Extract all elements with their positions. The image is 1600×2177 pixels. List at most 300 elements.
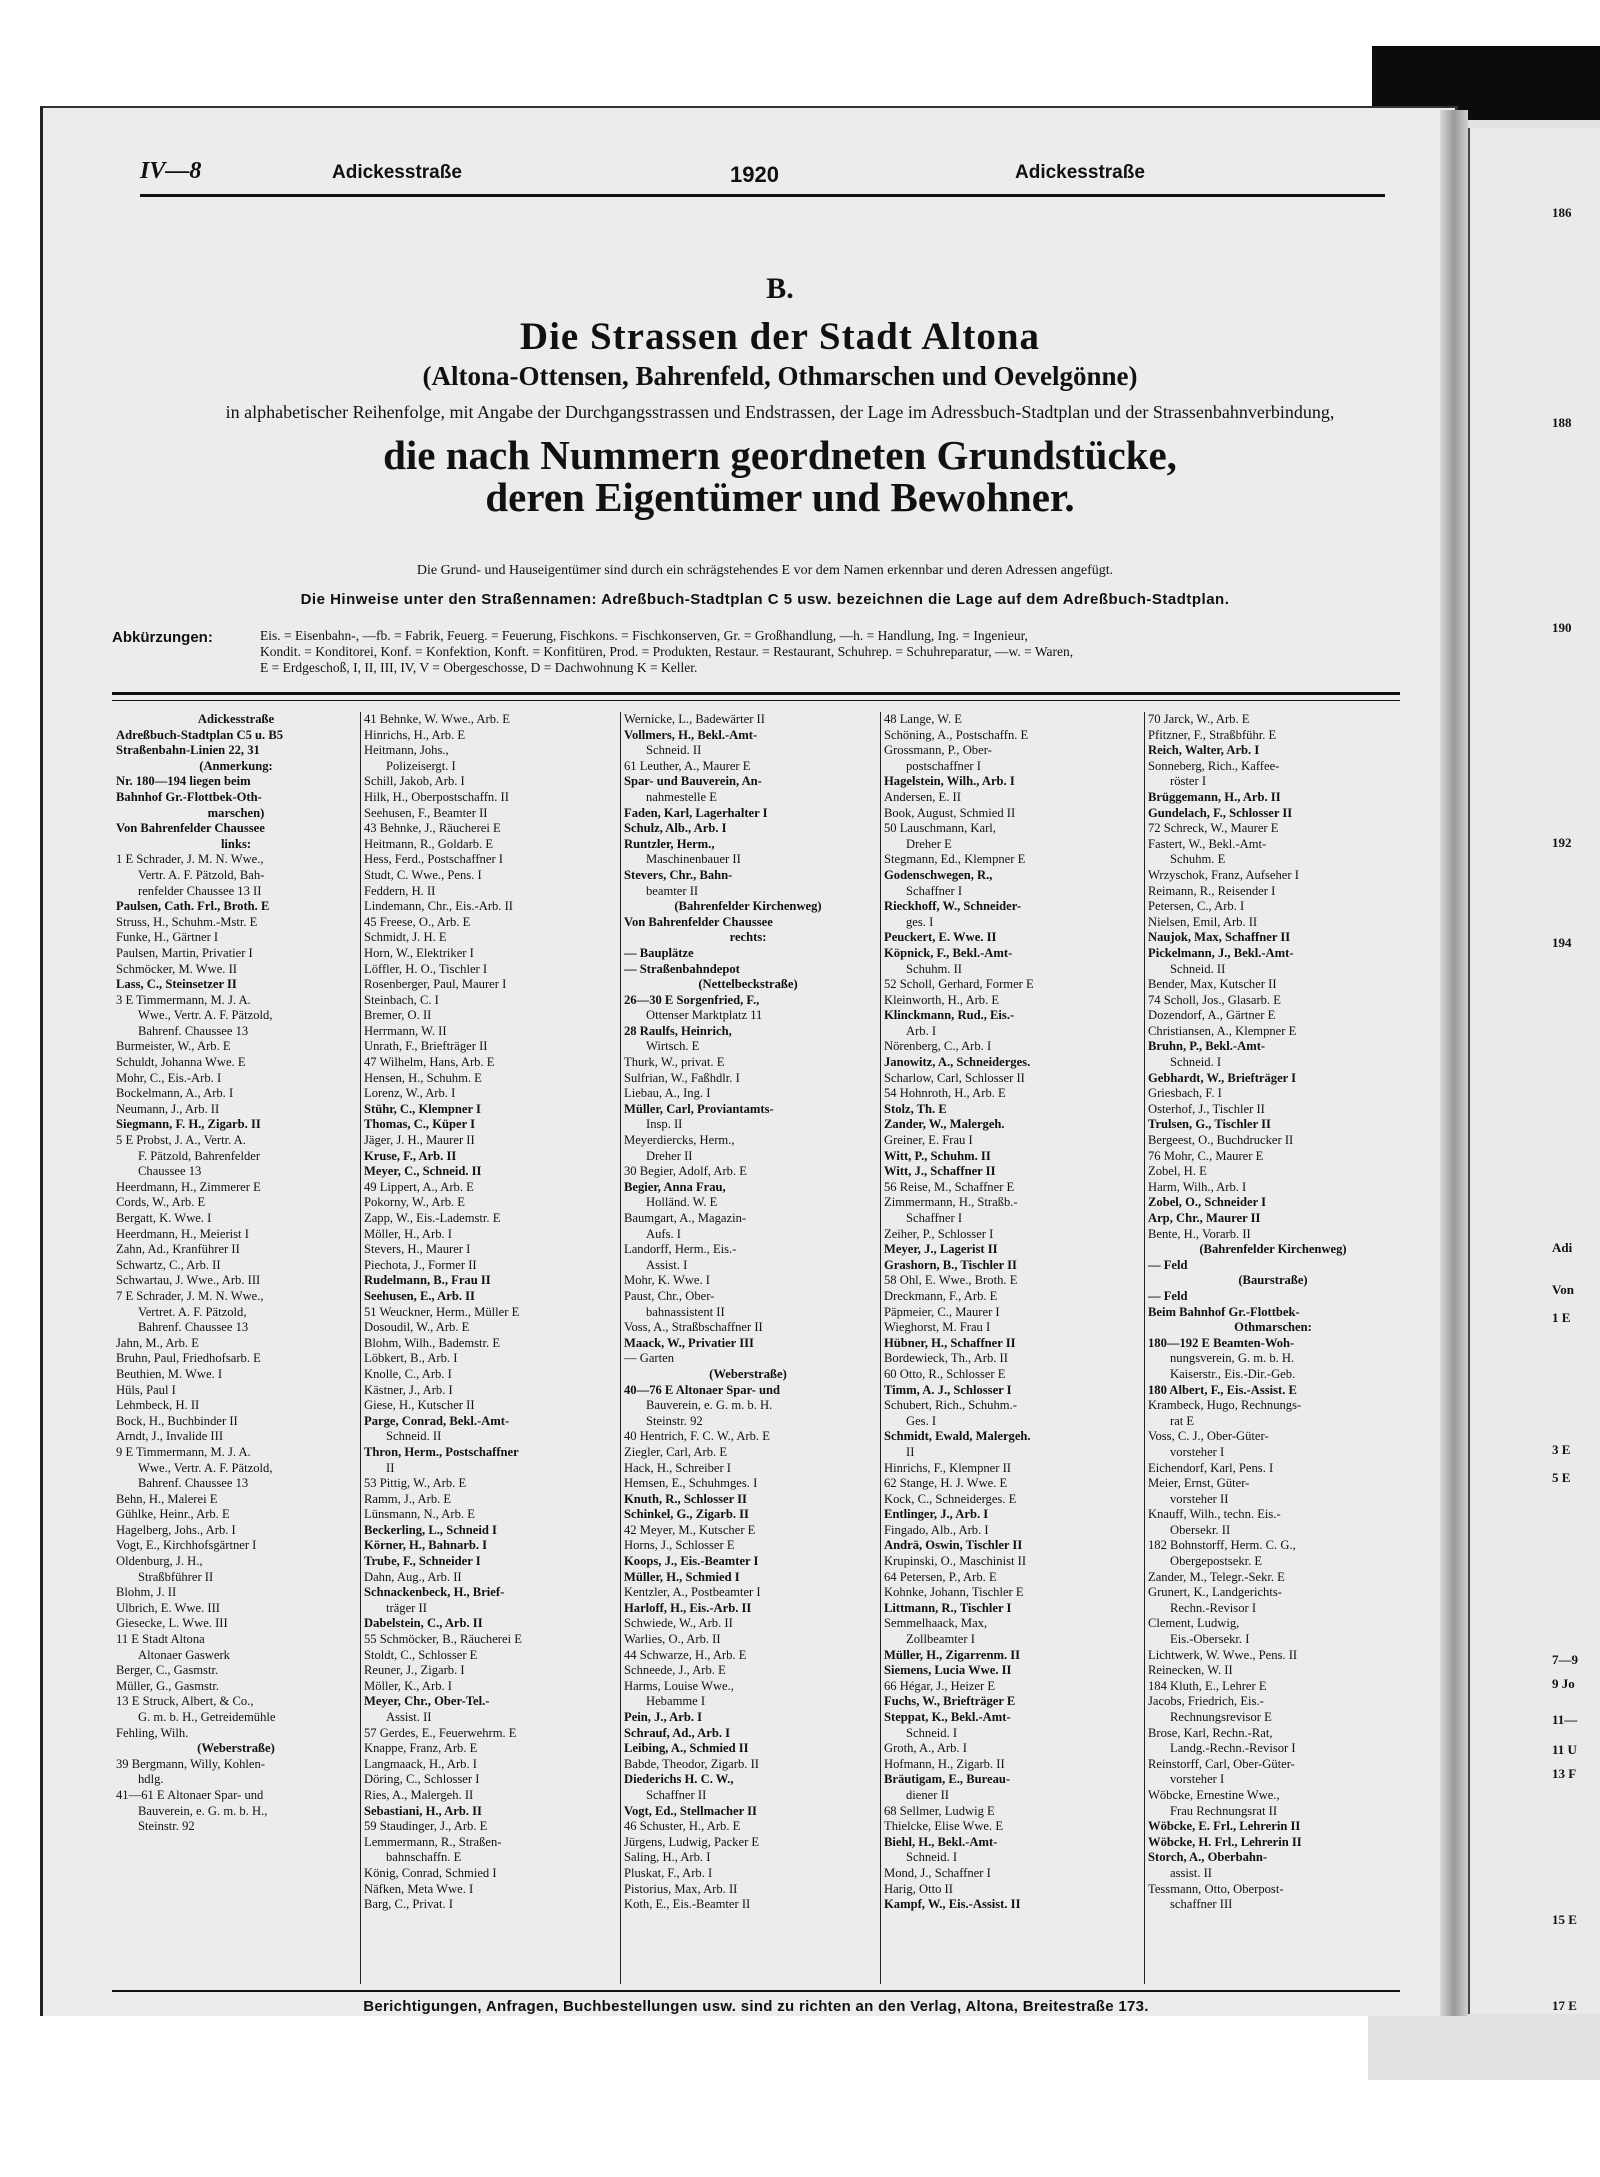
directory-entry: 64 Petersen, P., Arb. E (884, 1569, 997, 1584)
directory-entry: Hofmann, H., Zigarb. II (884, 1756, 1005, 1771)
directory-entry: Wöbcke, H. Frl., Lehrerin II (1148, 1834, 1302, 1849)
directory-entry: 53 Pittig, W., Arb. E (364, 1476, 467, 1491)
page-number: IV—8 (140, 158, 202, 184)
directory-entry: (Bahrenfelder Kirchenweg) (1199, 1242, 1347, 1257)
directory-entry: Harms, Louise Wwe., (624, 1678, 734, 1693)
directory-entry: hdlg. (138, 1772, 164, 1787)
directory-entry: Thielcke, Elise Wwe. E (884, 1819, 1004, 1834)
directory-entry: 59 Staudinger, J., Arb. E (364, 1819, 488, 1834)
directory-entry: Pfitzner, F., Straßbführ. E (1148, 727, 1277, 742)
directory-entry: Polizeisergt. I (386, 758, 456, 773)
directory-entry: 70 Jarck, W., Arb. E (1148, 712, 1250, 726)
section-letter: B. (766, 272, 794, 305)
directory-entry: 13 E Struck, Albert, & Co., (116, 1694, 254, 1709)
directory-entry: 11 E Stadt Altona (116, 1632, 205, 1647)
abbreviations-line: Eis. = Eisenbahn-, —fb. = Fabrik, Feuerg. = Feuerung, Fischkons. = Fischkonserven, Gr. = Großhandlung, —h. = Handlung, Ing. = Ingenieur, (260, 628, 1028, 643)
directory-entry: Greiner, E. Frau I (884, 1133, 973, 1148)
directory-entry: Meyer, C., Schneid. II (364, 1164, 482, 1179)
directory-entry: Zollbeamter I (906, 1632, 975, 1647)
directory-entry: Stolz, Th. E (884, 1101, 947, 1116)
column-rule (360, 712, 361, 1984)
directory-entry: Zahn, Ad., Kranführer II (116, 1242, 240, 1257)
directory-entry: Stoldt, C., Schlosser E (364, 1647, 478, 1662)
directory-entry: vorsteher I (1170, 1444, 1225, 1459)
divider (112, 692, 1400, 695)
directory-entry: Schöning, A., Postschaffn. E (884, 727, 1029, 742)
directory-entry: 44 Schwarze, H., Arb. E (624, 1647, 747, 1662)
directory-entry: — Bauplätze (624, 945, 694, 960)
directory-entry: Siemens, Lucia Wwe. II (884, 1663, 1012, 1678)
description: in alphabetischer Reihenfolge, mit Angabe der Durchgangsstrassen und Endstrassen, der Lage im Adressbuch-Stadtplan und der Strassenbahnverbindung, (225, 402, 1335, 422)
directory-entry: Dreher II (646, 1148, 693, 1163)
directory-entry: Schaffner I (906, 1211, 963, 1225)
directory-entry: Kohnke, Johann, Tischler E (884, 1585, 1024, 1600)
directory-entry: Müller, H., Zigarrenm. II (884, 1647, 1021, 1662)
directory-entry: Fuchs, W., Briefträger E (884, 1694, 1016, 1709)
directory-entry: Mond, J., Schaffner I (884, 1865, 991, 1880)
directory-entry: Von Bahrenfelder Chaussee (624, 914, 773, 929)
directory-entry: 52 Scholl, Gerhard, Former E (884, 977, 1034, 992)
directory-entry: Unrath, F., Briefträger II (364, 1039, 488, 1054)
directory-entry: 41—61 E Altonaer Spar- und (116, 1787, 264, 1802)
directory-entry: diener II (906, 1787, 950, 1802)
directory-entry: Janowitz, A., Schneiderges. (884, 1055, 1031, 1070)
plan-note: Die Hinweise unter den Straßennamen: Adreßbuch-Stadtplan C 5 usw. bezeichnen die Lage auf dem Adreßbuch-Stadtplan. (300, 591, 1230, 608)
directory-entry: Hüls, Paul I (116, 1382, 176, 1397)
directory-entry: Tessmann, Otto, Oberpost- (1148, 1881, 1284, 1896)
directory-entry: Schneid. I (906, 1725, 958, 1740)
directory-entry: 74 Scholl, Jos., Glasarb. E (1148, 992, 1281, 1007)
next-page-fragment: 1 E (1552, 1310, 1571, 1325)
directory-entry: Bahnhof Gr.-Flottbek-Oth- (116, 789, 262, 804)
directory-entry: 39 Bergmann, Willy, Kohlen- (116, 1756, 265, 1771)
next-page-fragment: Von (1552, 1282, 1574, 1297)
directory-entry: 68 Sellmer, Ludwig E (884, 1803, 995, 1818)
directory-entry: vorsteher I (1170, 1772, 1225, 1787)
directory-entry: Trube, F., Schneider I (364, 1554, 481, 1569)
directory-entry: Schmöcker, M. Wwe. II (116, 961, 237, 976)
directory-entry: Bahrenf. Chaussee 13 (138, 1023, 249, 1038)
directory-entry: Spar- und Bauverein, An- (624, 774, 762, 789)
directory-entry: Lindemann, Chr., Eis.-Arb. II (364, 899, 513, 914)
directory-entry: Ramm, J., Arb. E (364, 1491, 452, 1506)
directory-entry: Studt, C. Wwe., Pens. I (364, 867, 482, 882)
directory-entry: Knauff, Wilh., techn. Eis.- (1148, 1507, 1281, 1522)
directory-entry: Nörenberg, C., Arb. I (884, 1039, 992, 1054)
abbreviations-label: Abkürzungen: (112, 629, 213, 646)
directory-entry: Schill, Jakob, Arb. I (364, 774, 465, 789)
directory-entry: Reich, Walter, Arb. I (1148, 743, 1260, 758)
directory-entry: Meyer, J., Lagerist II (884, 1242, 998, 1257)
directory-column (624, 712, 872, 1984)
directory-entry: Schmidt, Ewald, Malergeh. (884, 1429, 1031, 1444)
directory-entry: 72 Schreck, W., Maurer E (1148, 821, 1279, 836)
directory-entry: Christiansen, A., Klempner E (1148, 1023, 1297, 1038)
directory-entry: Grunert, K., Landgerichts- (1148, 1585, 1282, 1600)
directory-entry: Pluskat, F., Arb. I (624, 1865, 713, 1880)
directory-entry: Ottenser Marktplatz 11 (646, 1008, 763, 1023)
directory-entry: Stevers, H., Maurer I (364, 1242, 471, 1257)
directory-entry: Holländ. W. E (646, 1195, 718, 1210)
directory-entry: Gebhardt, W., Briefträger I (1148, 1070, 1297, 1085)
directory-entry: Wwe., Vertr. A. F. Pätzold, (138, 1008, 273, 1023)
directory-entry: Meier, Ernst, Güter- (1148, 1476, 1250, 1491)
directory-entry: Lünsmann, N., Arb. E (364, 1507, 475, 1522)
directory-entry: Mohr, K. Wwe. I (624, 1273, 711, 1288)
directory-entry: Othmarschen: (1234, 1320, 1312, 1335)
directory-entry: Behn, H., Malerei E (116, 1491, 218, 1506)
directory-entry: Seehusen, E., Arb. II (364, 1288, 475, 1303)
directory-entry: Leibing, A., Schmied II (624, 1741, 749, 1756)
directory-entry: Vertret. A. F. Pätzold, (138, 1304, 247, 1319)
directory-entry: 40 Hentrich, F. C. W., Arb. E (624, 1429, 770, 1444)
directory-entry: Dabelstein, C., Arb. II (364, 1616, 483, 1631)
directory-entry: Heitmann, Johs., (364, 743, 449, 758)
directory-entry: — Feld (1148, 1288, 1188, 1303)
directory-entry: Adickesstraße (197, 712, 275, 726)
directory-entry: Blohm, Wilh., Bademstr. E (364, 1335, 501, 1350)
directory-entry: Reimann, R., Reisender I (1148, 883, 1276, 898)
directory-entry: Saling, H., Arb. I (624, 1850, 711, 1865)
directory-entry: Steinstr. 92 (138, 1819, 195, 1834)
directory-entry: Rechnungsrevisor E (1170, 1710, 1272, 1724)
directory-entry: Wwe., Vertr. A. F. Pätzold, (138, 1460, 273, 1475)
directory-entry: Hemsen, E., Schuhmges. I (624, 1476, 758, 1491)
directory-entry: 5 E Probst, J. A., Vertr. A. (116, 1133, 246, 1148)
directory-entry: Fastert, W., Bekl.-Amt- (1148, 836, 1267, 851)
directory-entry: Trulsen, G., Tischler II (1148, 1117, 1271, 1132)
directory-entry: Schuhm. II (906, 961, 962, 976)
next-page-fragment: 192 (1552, 835, 1572, 850)
directory-entry: Schaffner II (646, 1787, 707, 1802)
directory-entry: Schulz, Alb., Arb. I (624, 821, 727, 836)
directory-entry: 180—192 E Beamten-Woh- (1148, 1335, 1295, 1350)
directory-entry: 76 Mohr, C., Maurer E (1148, 1148, 1264, 1163)
directory-entry: Kleinworth, H., Arb. E (884, 992, 1000, 1007)
directory-entry: (Baurstraße) (1238, 1273, 1308, 1288)
directory-entry: Paulsen, Cath. Frl., Broth. E (116, 899, 270, 914)
directory-entry: Hess, Ferd., Postschaffner I (364, 852, 503, 867)
directory-entry: Fehling, Wilh. (116, 1725, 189, 1740)
directory-entry: Hack, H., Schreiber I (624, 1460, 732, 1475)
directory-entry: 28 Raulfs, Heinrich, (624, 1023, 732, 1038)
directory-entry: G. m. b. H., Getreidemühle (138, 1710, 276, 1724)
directory-entry: Von Bahrenfelder Chaussee (116, 821, 265, 836)
directory-entry: Lass, C., Steinsetzer II (116, 977, 237, 992)
directory-entry: beamter II (646, 883, 699, 898)
directory-entry: Burmeister, W., Arb. E (116, 1039, 231, 1054)
directory-entry: Schaffner I (906, 883, 963, 898)
directory-entry: Schwiede, W., Arb. II (624, 1616, 733, 1631)
directory-entry: Dreher E (906, 836, 952, 851)
directory-entry: Timm, A. J., Schlosser I (884, 1382, 1012, 1397)
divider (112, 700, 1400, 701)
directory-entry: Pistorius, Max, Arb. II (624, 1881, 738, 1896)
directory-entry: Rechn.-Revisor I (1170, 1600, 1257, 1615)
directory-entry: Mohr, C., Eis.-Arb. I (116, 1070, 222, 1085)
directory-entry: Wernicke, L., Badewärter II (624, 712, 765, 726)
directory-entry: 30 Begier, Adolf, Arb. E (624, 1164, 747, 1179)
directory-entry: F. Pätzold, Bahrenfelder (138, 1148, 261, 1163)
directory-entry: Bauverein, e. G. m. b. H., (138, 1803, 268, 1818)
next-page-fragment: Adi (1552, 1240, 1573, 1255)
next-page-fragment: 11— (1552, 1712, 1578, 1727)
directory-entry: Meyerdiercks, Herm., (624, 1133, 735, 1148)
directory-entry: Krupinski, O., Maschinist II (884, 1554, 1027, 1569)
directory-entry: rat E (1170, 1413, 1195, 1428)
directory-entry: Zander, M., Telegr.-Sekr. E (1148, 1569, 1285, 1584)
directory-entry: 184 Kluth, E., Lehrer E (1148, 1678, 1267, 1693)
title-block (160, 272, 1400, 518)
next-page-fragment: 186 (1552, 205, 1572, 220)
directory-entry: Hagelstein, Wilh., Arb. I (884, 774, 1015, 789)
directory-entry: Stevers, Chr., Bahn- (624, 867, 733, 882)
directory-entry: Thurk, W., privat. E (624, 1055, 725, 1070)
directory-entry: Dozendorf, A., Gärtner E (1148, 1008, 1276, 1023)
directory-entry: Bock, H., Buchbinder II (116, 1413, 238, 1428)
directory-entry: Vogt, Ed., Stellmacher II (624, 1803, 757, 1818)
directory-entry: Löffler, H. O., Tischler I (364, 961, 488, 976)
directory-column (116, 712, 356, 1984)
directory-entry: 57 Gerdes, E., Feuerwehrm. E (364, 1725, 517, 1740)
directory-entry: Book, August, Schmied II (884, 805, 1016, 820)
subtitle: (Altona-Ottensen, Bahrenfeld, Othmarschen und Oevelgönne) (422, 361, 1138, 391)
directory-entry: Giesecke, L. Wwe. III (116, 1616, 228, 1631)
directory-entry: Oldenburg, J. H., (116, 1554, 203, 1569)
directory-entry: Krambeck, Hugo, Rechnungs- (1148, 1398, 1302, 1413)
directory-entry: Hinrichs, F., Klempner II (884, 1460, 1012, 1475)
main-title: Die Strassen der Stadt Altona (519, 315, 1041, 358)
directory-entry: Jürgens, Ludwig, Packer E (624, 1834, 760, 1849)
directory-entry: Bruhn, Paul, Friedhofsarb. E (116, 1351, 261, 1366)
directory-entry: Storch, A., Oberbahn- (1148, 1850, 1268, 1865)
directory-entry: Voss, C. J., Ober-Güter- (1148, 1429, 1269, 1444)
directory-entry: Knolle, C., Arb. I (364, 1366, 452, 1381)
directory-entry: nungsverein, G. m. b. H. (1170, 1351, 1295, 1366)
directory-entry: Grossmann, P., Ober- (884, 743, 992, 758)
directory-entry: Bahrenf. Chaussee 13 (138, 1476, 249, 1491)
directory-entry: renfelder Chaussee 13 II (138, 883, 262, 898)
directory-entry: Kruse, F., Arb. II (364, 1148, 457, 1163)
directory-entry: König, Conrad, Schmied I (364, 1865, 497, 1880)
directory-entry: Zapp, W., Eis.-Lademstr. E (364, 1211, 501, 1225)
directory-entry: Stegmann, Ed., Klempner E (884, 852, 1026, 867)
next-page-fragment: 190 (1552, 620, 1572, 635)
directory-entry: Warlies, O., Arb. II (624, 1632, 721, 1647)
directory-entry: Seehusen, F., Beamter II (364, 805, 488, 820)
header-street-right: Adickesstraße (1015, 162, 1145, 183)
directory-entry: Diederichs H. C. W., (624, 1772, 734, 1787)
directory-entry: 9 E Timmermann, M. J. A. (116, 1444, 251, 1459)
directory-entry: Scharlow, Carl, Schlosser II (884, 1070, 1025, 1085)
directory-columns (112, 712, 1400, 1984)
directory-entry: (Nettelbeckstraße) (698, 977, 798, 992)
directory-entry: Landg.-Rechn.-Revisor I (1170, 1741, 1296, 1756)
directory-entry: Möller, K., Arb. I (364, 1678, 452, 1693)
directory-entry: Obergepostsekr. E (1170, 1554, 1263, 1569)
directory-entry: Schuhm. E (1170, 852, 1226, 867)
directory-entry: 47 Wilhelm, Hans, Arb. E (364, 1055, 495, 1070)
directory-entry: Heerdmann, H., Zimmerer E (116, 1179, 261, 1194)
directory-entry: Ges. I (906, 1413, 937, 1428)
directory-entry: 55 Schmöcker, B., Räucherei E (364, 1632, 522, 1647)
directory-entry: Struss, H., Schuhm.-Mstr. E (116, 914, 258, 929)
directory-entry: Sonneberg, Rich., Kaffee- (1148, 758, 1280, 773)
next-page-fragment: 17 E (1552, 1998, 1577, 2013)
directory-entry: röster I (1170, 774, 1207, 789)
directory-entry: Vertr. A. F. Pätzold, Bah- (138, 867, 265, 882)
directory-entry: postschaffner I (906, 758, 981, 773)
directory-entry: Rosenberger, Paul, Maurer I (364, 977, 507, 992)
directory-entry: Wöbcke, Ernestine Wwe., (1148, 1787, 1280, 1802)
header-year: 1920 (730, 162, 779, 187)
directory-entry: Gühlke, Heinr., Arb. E (116, 1507, 230, 1522)
directory-entry: Sebastiani, H., Arb. II (364, 1803, 482, 1818)
directory-entry: Kentzler, A., Postbeamter I (624, 1585, 761, 1600)
directory-entry: Assist. I (646, 1257, 688, 1272)
directory-entry: Vollmers, H., Bekl.-Amt- (624, 727, 758, 742)
directory-entry: Harloff, H., Eis.-Arb. II (624, 1600, 752, 1615)
directory-entry: Heitmann, R., Goldarb. E (364, 836, 494, 851)
directory-entry: Piechota, J., Former II (364, 1257, 477, 1272)
directory-entry: Kampf, W., Eis.-Assist. II (884, 1897, 1021, 1912)
directory-entry: Schneid. I (906, 1850, 958, 1865)
directory-entry: 3 E Timmermann, M. J. A. (116, 992, 251, 1007)
directory-entry: Paulsen, Martin, Privatier I (116, 945, 253, 960)
directory-entry: Runtzler, Herm., (624, 836, 715, 851)
directory-entry: Insp. II (646, 1117, 683, 1132)
directory-entry: Kaiserstr., Eis.-Dir.-Geb. (1170, 1366, 1296, 1381)
directory-entry: Lichtwerk, W. Wwe., Pens. II (1148, 1647, 1298, 1662)
directory-entry: 41 Behnke, W. Wwe., Arb. E (364, 712, 510, 726)
next-page-fragment: 15 E (1552, 1912, 1577, 1927)
directory-entry: 182 Bohnstorff, Herm. C. G., (1148, 1538, 1296, 1553)
owners-note: Die Grund- und Hauseigentümer sind durch ein schrägstehendes E vor dem Namen erkennbar und deren Adressen angefügt. (416, 563, 1114, 578)
directory-entry: Grashorn, B., Tischler II (884, 1257, 1017, 1272)
directory-entry: Voss, A., Straßbschaffner II (624, 1320, 763, 1335)
next-page-fragment: 194 (1552, 935, 1572, 950)
directory-entry: Frau Rechnungsrat II (1170, 1803, 1278, 1818)
directory-entry: Baumgart, A., Magazin- (624, 1211, 747, 1225)
directory-entry: Chaussee 13 (138, 1164, 202, 1179)
directory-entry: Brüggemann, H., Arb. II (1148, 789, 1281, 804)
directory-entry: Rudelmann, B., Frau II (364, 1273, 491, 1288)
directory-entry: Straßenbahn-Linien 22, 31 (116, 743, 260, 758)
directory-entry: Stühr, C., Klempner I (364, 1101, 481, 1116)
directory-entry: 26—30 E Sorgenfried, F., (624, 992, 760, 1007)
directory-entry: Schwartau, J. Wwe., Arb. III (116, 1273, 261, 1288)
directory-entry: Arndt, J., Invalide III (116, 1429, 224, 1444)
directory-entry: Jahn, M., Arb. E (116, 1335, 199, 1350)
directory-entry: Wieghorst, M. Frau I (884, 1320, 991, 1335)
directory-entry: Semmelhaack, Max, (884, 1616, 988, 1631)
directory-entry: Hensen, H., Schuhm. E (364, 1070, 482, 1085)
directory-entry: bahnschaffn. E (386, 1850, 462, 1865)
directory-entry: Bockelmann, A., Arb. I (116, 1086, 234, 1101)
next-page-fragment: 11 U (1552, 1742, 1577, 1757)
directory-entry: Lehmbeck, H. II (116, 1398, 200, 1413)
directory-entry: Ziegler, Carl, Arb. E (624, 1444, 728, 1459)
directory-entry: Schneid. II (646, 743, 702, 758)
abbreviations-line: Kondit. = Konditorei, Konf. = Konfektion, Konft. = Konfitüren, Prod. = Produkten, Restaur. = Restaurant, Schuhrep. = Schuhreparatur, —w. = Waren, (260, 644, 1074, 659)
next-page-fragment: 7—9 (1552, 1652, 1578, 1667)
directory-entry: Maack, W., Privatier III (624, 1335, 754, 1350)
directory-entry: Schubert, Rich., Schuhm.- (884, 1398, 1017, 1413)
directory-column (1148, 712, 1398, 1984)
book-gutter (1440, 110, 1468, 2016)
directory-entry: Giese, H., Kutscher II (364, 1398, 475, 1413)
directory-entry: Siegmann, F. H., Zigarb. II (116, 1117, 261, 1132)
directory-entry: 40—76 E Altonaer Spar- und (624, 1382, 781, 1397)
directory-entry: Straßbführer II (138, 1569, 214, 1584)
directory-entry: Schneid. I (1170, 1055, 1222, 1070)
directory-entry: Schneede, J., Arb. E (624, 1663, 726, 1678)
directory-entry: Peuckert, E. Wwe. II (884, 930, 997, 945)
directory-entry: Harm, Wilh., Arb. I (1148, 1179, 1247, 1194)
directory-entry: Andersen, E. II (884, 789, 961, 804)
directory-entry: Lorenz, W., Arb. I (364, 1086, 456, 1101)
directory-entry: Zobel, O., Schneider I (1148, 1195, 1267, 1210)
directory-entry: II (906, 1444, 915, 1459)
directory-entry: 1 E Schrader, J. M. N. Wwe., (116, 852, 264, 867)
directory-entry: 51 Weuckner, Herm., Müller E (364, 1304, 520, 1319)
directory-entry: 56 Reise, M., Schaffner E (884, 1179, 1015, 1194)
directory-entry: Clement, Ludwig, (1148, 1616, 1240, 1631)
directory-entry: Eichendorf, Karl, Pens. I (1148, 1460, 1274, 1475)
directory-entry: Zeiher, P., Schlosser I (884, 1226, 994, 1241)
directory-entry: Groth, A., Arb. I (884, 1741, 967, 1756)
directory-entry: Steppat, K., Bekl.-Amt- (884, 1710, 1011, 1724)
directory-entry: Bruhn, P., Bekl.-Amt- (1148, 1039, 1266, 1054)
directory-entry: Bender, Max, Kutscher II (1148, 977, 1277, 992)
directory-entry: Schmidt, J. H. E (364, 930, 447, 945)
abbreviations (112, 628, 1392, 676)
directory-entry: Bräutigam, E., Bureau- (884, 1772, 1011, 1787)
column-rule (620, 712, 621, 1984)
directory-entry: Reinecken, W. II (1148, 1663, 1233, 1678)
directory-entry: Entlinger, J., Arb. I (884, 1507, 989, 1522)
headline-1: die nach Nummern geordneten Grundstücke, (383, 432, 1177, 478)
next-page-fragment: 9 Jo (1552, 1676, 1575, 1691)
directory-entry: Müller, G., Gasmstr. (116, 1678, 220, 1693)
directory-entry: Assist. II (386, 1710, 432, 1724)
directory-entry: Hinrichs, H., Arb. E (364, 727, 466, 742)
directory-entry: Zimmermann, H., Straßb.- (884, 1195, 1018, 1210)
directory-entry: Schnackenbeck, H., Brief- (364, 1585, 505, 1600)
directory-entry: Reuner, J., Zigarb. I (364, 1663, 465, 1678)
next-page-fragment: 3 E (1552, 1442, 1571, 1457)
directory-entry: — Straßenbahndepot (624, 961, 740, 976)
directory-entry: Ries, A., Malergeh. II (364, 1787, 474, 1802)
directory-entry: 62 Stange, H. J. Wwe. E (884, 1476, 1008, 1491)
directory-entry: Hilk, H., Oberpostschaffn. II (364, 789, 509, 804)
directory-entry: Bergeest, O., Buchdrucker II (1148, 1133, 1294, 1148)
directory-entry: bahnassistent II (646, 1304, 725, 1319)
directory-entry: Bremer, O. II (364, 1008, 432, 1023)
directory-entry: Thron, Herm., Postschaffner (364, 1444, 519, 1459)
directory-entry: Dahn, Aug., Arb. II (364, 1569, 462, 1584)
directory-entry: träger II (386, 1600, 427, 1615)
directory-entry: Jacobs, Friedrich, Eis.- (1148, 1694, 1264, 1709)
directory-entry: Schneid. II (1170, 961, 1226, 976)
directory-entry: Jäger, J. H., Maurer II (364, 1133, 475, 1148)
directory-entry: Nr. 180—194 liegen beim (116, 774, 251, 789)
column-rule (880, 712, 881, 1984)
directory-entry: Obersekr. II (1170, 1522, 1231, 1537)
directory-entry: 58 Ohl, E. Wwe., Broth. E (884, 1273, 1018, 1288)
directory-entry: Schrauf, Ad., Arb. I (624, 1725, 731, 1740)
directory-entry: Sulfrian, W., Faßhdlr. I (624, 1070, 740, 1085)
